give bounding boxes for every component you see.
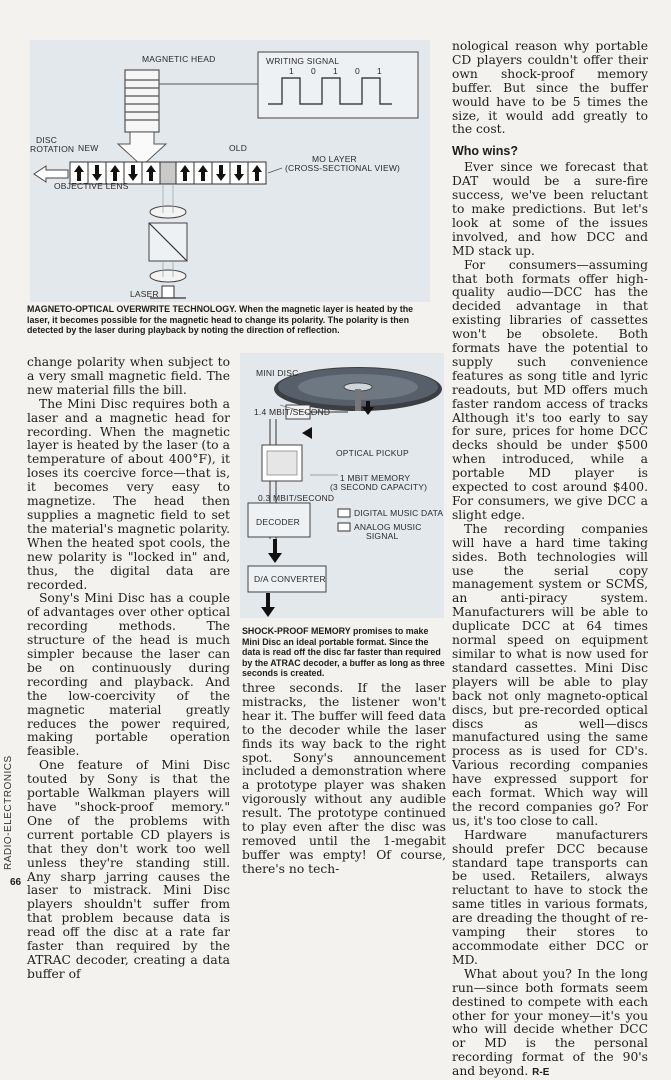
col1-paragraph-3: Sony's Mini Disc has a couple of advantages over other optical recording methods. The structure of the head is much simpler because the laser can be on continuously during recording and playback. And the low-coercivity of the magnetic material greatly reduces the power required, making portable operation feasible. — [27, 591, 230, 759]
col3-paragraph-6 — [452, 968, 648, 1080]
col3-paragraph-3: For consumers—assuming that both formats offer high-quality audio—DCC has the decided advantage in that existing libraries of cassettes won't be obsolete. Both formats have the potential to supply such convenience features as song title and lyric readouts, but MD offers much faster random access of tracks Although it's too early to say for sure, prices for home DCC decks should be under $500 when introduced, while a portable MD player is expected to cost around $400. For consumers, we give DCC a slight edge. — [452, 257, 648, 522]
fig2-caption-bold: SHOCK-PROOF MEMORY promises to make Mini Disc an ideal portable format. — [242, 626, 429, 647]
disc-rotation-label-1: DISC — [36, 135, 58, 145]
optical-pickup-label: OPTICAL PICKUP — [336, 448, 409, 458]
laser-label: LASER — [130, 289, 159, 299]
bit-1: 1 — [289, 66, 294, 76]
bit-3: 1 — [333, 66, 338, 76]
col2-paragraph-1: three seconds. If the laser mistracks, the listener won't hear it. The buffer will feed data to the decoder while the laser finds its way back to the right spot. Sony's announcement included a demonstration where a prototype player was shaken vigorously without any audible result. The prototype continued to play even after the disc was removed until the 1-megabit buffer was empty! Of course, there's no tech- — [242, 681, 446, 876]
col1-paragraph-1: change polarity when subject to a very small magnetic field. The new material fills the bill. — [27, 355, 230, 397]
memory-label-2: (3 SECOND CAPACITY) — [330, 482, 428, 492]
mo-overwrite-figure — [30, 40, 430, 302]
legend-digital-label: DIGITAL MUSIC DATA — [354, 508, 444, 518]
magnetic-head-coil — [125, 70, 159, 132]
collimator-lens — [150, 270, 186, 282]
page-number: 66 — [10, 877, 22, 888]
legend-digital-swatch — [338, 509, 350, 517]
mo-layer-label-2: (CROSS-SECTIONAL VIEW) — [285, 163, 401, 173]
fig1-caption-text: When the magnetic layer is heated by the laser, it becomes possible for the magnetic head to change its polarity. The polarity is then detected by the laser during playback by noting the direction of reflection. — [27, 304, 414, 336]
fig2-caption-text: Since the data is read off the disc far faster than required by the ATRAC decoder, a buffer as long as three seconds is created. — [242, 636, 445, 679]
bit-4: 0 — [355, 66, 360, 76]
col3-paragraph-5: Hardware manufacturers should prefer DCC because standard tape transports can be used. Retailers, always reluctant to have to stock the same titles in various formats, are dreading the thought of re-vamping their stores to accommodate either DCC or MD. — [452, 827, 648, 967]
da-converter-label: D/A CONVERTER — [254, 574, 326, 584]
bit-2: 0 — [311, 66, 316, 76]
col3-paragraph-4: The recording companies will have a hard time taking sides. Both technologies will use the serial copy management system or SCMS, an anti-piracy system. Manufacturers will be able to duplicate DCC at 64 times normal speed on equipment similar to what is now used for standard cassettes. Mini Disc players will be able to play back not only magneto-optical discs, but pre-recorded optical discs as well—discs manufactured using the same process as is used for CD's. Various recording companies have expressed support for each format. Which way will the record companies go? For us, it's too close to call. — [452, 521, 648, 828]
disc-rotation-arrow — [34, 166, 68, 182]
fig1-caption-bold: MAGNETO-OPTICAL OVERWRITE TECHNOLOGY. — [27, 304, 237, 314]
new-label: NEW — [78, 143, 99, 153]
fig1-caption — [27, 304, 431, 336]
col3-paragraph-6-text: What about you? In the long run—since both formats seem destined to compete with each other for your money—it's you who will decide whether DCC or MD is the personal recording format of the 90's and beyond. — [452, 966, 648, 1079]
legend-analog-swatch — [338, 523, 350, 531]
column-3 — [452, 40, 648, 1080]
column-2 — [242, 682, 446, 877]
rate-0-3-label: 0.3 MBIT/SECOND — [258, 493, 335, 503]
objective-lens-label: OBJECTIVE LENS — [54, 181, 129, 191]
magnetic-head-label: MAGNETIC HEAD — [142, 54, 216, 64]
laser-body — [162, 286, 174, 298]
bit-5: 1 — [377, 66, 382, 76]
col1-paragraph-2: The Mini Disc requires both a laser and a magnetic head for recording. When the magnetic layer is heated by the laser (to a temperature of about 400°F), it loses its coercive force—that is, it becomes very easy to magnetize. The head then supplies a magnetic field to set the material's magnetic polarity. When the heated spot cools, the new polarity is "locked in" and, thus, the digital data are recorded. — [27, 396, 230, 592]
section-heading: Who wins? — [452, 144, 518, 159]
fig2-caption — [242, 626, 446, 679]
legend-analog-label-2: SIGNAL — [366, 531, 399, 541]
col3-paragraph-2: Ever since we forecast that DAT would be a sure-fire success, we've been reluctant to make predictions. But let's look at some of the issues involved, and how DCC and MD stack up. — [452, 160, 648, 258]
rate-1-4-label: 1.4 MBIT/SECOND — [254, 407, 331, 417]
decoder-label: DECODER — [256, 517, 300, 527]
shock-proof-memory-figure — [240, 353, 444, 618]
old-label: OLD — [229, 143, 248, 153]
disc-rotation-label-2: ROTATION — [30, 144, 75, 154]
magazine-name: RADIO-ELECTRONICS — [3, 755, 14, 870]
objective-lens-shape — [150, 206, 186, 218]
column-1 — [27, 356, 230, 982]
memory-label-1: 1 MBIT MEMORY — [340, 473, 411, 483]
magazine-side-label — [2, 740, 16, 870]
head-arrow — [118, 132, 166, 166]
col1-paragraph-4: One feature of Mini Disc touted by Sony is that the portable Walkman players will have "shock-proof memory." One of the problems with current portable CD players is that they don't work too well unless they're standing still. Any sharp jarring causes the laser to mistrack. Mini Disc players shouldn't suffer from that problem because data is read off the disc at a rate far faster than required by the ATRAC decoder, creating a data buffer of — [27, 758, 230, 981]
end-mark: R-E — [532, 1067, 550, 1079]
col3-paragraph-1: nological reason why portable CD players couldn't offer their own shock-proof memory buffer. But since the buffer would have to be 5 times the size, it would add greatly to the cost. — [452, 39, 648, 137]
writing-signal-label: WRITING SIGNAL — [266, 56, 340, 66]
mini-disc-label: MINI DISC — [256, 368, 299, 378]
legend-analog-label-1: ANALOG MUSIC — [354, 522, 422, 532]
mo-layer-label-1: MO LAYER — [312, 154, 357, 164]
